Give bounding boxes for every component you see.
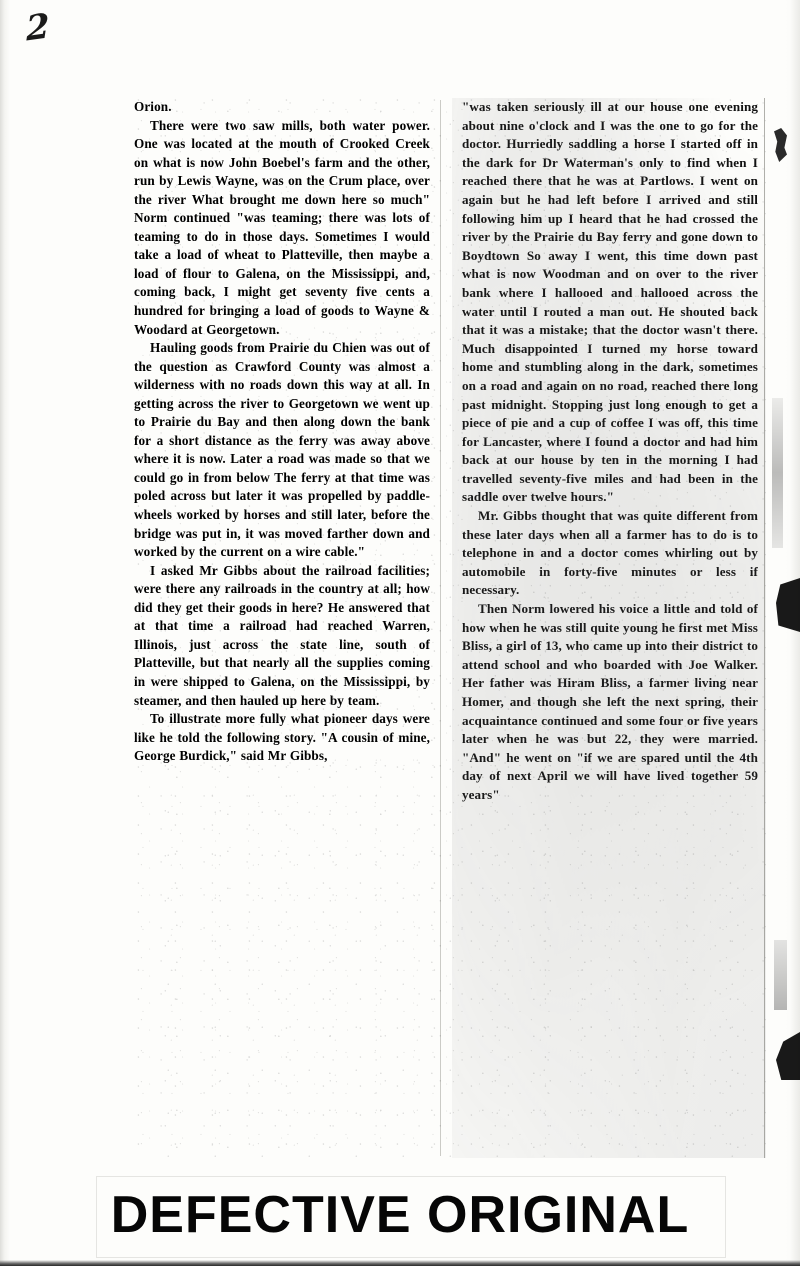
right-column [440, 98, 758, 1158]
scan-artifact-streak [772, 398, 783, 548]
paragraph: Hauling goods from Prairie du Chien was out of the question as Crawford County was almost a wilderness with no roads down this way at all. In getting across the river to Georgetown we went up to Prairie du Bay and then along down the bank for a short distance as the ferry was away above where it is now. Later a road was made so that we could go in from below The ferry at that time was poled across but later it was propelled by paddle-wheels worked by horses and still later, before the bridge was put in, it was moved farther down and worked by the current on a wire cable." [134, 340, 430, 560]
scan-edge-right [786, 0, 800, 1266]
handwritten-page-number: 2 [25, 6, 49, 50]
paragraph: "was taken seriously ill at our house one evening about nine o'clock and I was the one to go for the doctor. Hurriedly saddling a horse I started off in the dark for Dr Waterman's only to find when I reached there that he was at Partlows. I went on again but he had left before I arrived and still following him up I heard that he had crossed the river by the Prairie du Bay ferry and gone down to Boydtown So away I went, this time down past what is now Woodman and on over to the river bank where I hallooed and hallooed across the water until I routed a man out. He shouted back that it was a mistake; that the doctor wasn't there. Much disappointed I turned my horse toward home and stumbling along in the dark, sometimes on a road and again on no road, reached there long past midnight. Stopping just long enough to get a piece of pie and a cup of coffee I was off, this time for Lancaster, where I found a doctor and had him back at our house by ten in the morning I had travelled seventy-five miles and had been in the saddle over twelve hours." [462, 99, 758, 505]
left-column [134, 98, 440, 1158]
scan-edge-bottom [0, 1260, 800, 1266]
paragraph: There were two saw mills, both water power. One was located at the mouth of Crooked Creek on what is now John Boebel's farm and the other, run by Lewis Wayne, was on the Crum place, over the river What brought me down here so much" Norm continued "was teaming; there was lots of teaming to do in those days. Sometimes I would take a load of wheat to Platteville, then maybe a load of flour to Galena, on the Mississippi, and, coming back, I might get seventy five cents a hundred for bringing a load of goods to Wayne & Woodard at Georgetown. [134, 117, 430, 337]
clipping-right-edge-rule [764, 98, 765, 1158]
defective-original-stamp-area [0, 1186, 800, 1244]
article-columns [134, 98, 766, 1158]
newspaper-clipping [134, 98, 766, 1158]
defective-original-stamp: DEFECTIVE ORIGINAL [110, 1186, 690, 1244]
paragraph: I asked Mr Gibbs about the railroad facilities; were there any railroads in the country at all; how did they get their goods in here? He answered that at that time a railroad had reached Warren, Illinois, just across the state line, south of Platteville, but that nearly all the supplies coming in were shipped to Galena, on the Mississippi, by steamer, and then hauled up here by team. [134, 562, 430, 708]
paragraph: Orion. [134, 99, 172, 114]
paragraph: Then Norm lowered his voice a little and told of how when he was still quite young he first met Miss Bliss, a girl of 13, who came up into their district to attend school and who boarded with Joe Walker. Her father was Hiram Bliss, a farmer living near Homer, and though she left the next spring, their acquaintance continued and some four or five years later when he was but 22, they were married. "And" he went on "if we are spared until the 4th day of next April we will have lived together 59 years" [462, 601, 758, 802]
paragraph: Mr. Gibbs thought that was quite different from these later days when all a farmer has to do is to telephone in and a doctor comes whirling out by automobile in forty-five minutes or less if necessary. [462, 508, 758, 598]
scan-edge-left [0, 0, 10, 1266]
paragraph: To illustrate more fully what pioneer days were like he told the following story. "A cousin of mine, George Burdick," said Mr Gibbs, [134, 711, 430, 764]
